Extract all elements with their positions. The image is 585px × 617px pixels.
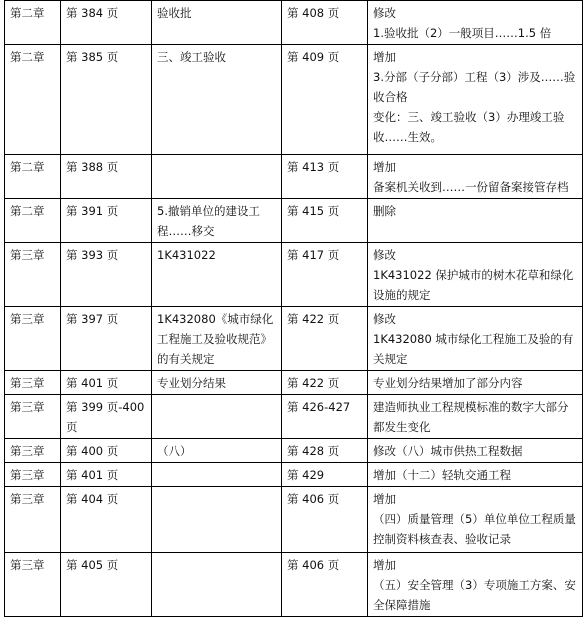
change-line: 增加: [373, 160, 396, 174]
chapter-cell: 第三章: [5, 395, 61, 439]
change-line: 1K432080 城市绿化工程施工及验的有关规定: [373, 332, 574, 366]
original-content-cell: [152, 199, 282, 243]
original-page-cell: 第 401 页: [61, 371, 152, 395]
table-row: [5, 553, 583, 617]
table-row: [5, 307, 583, 371]
table-row: [5, 463, 583, 487]
change-line: 变化：三、竣工验收（3）办理竣工验收……生效。: [373, 110, 565, 144]
table-row: [5, 487, 583, 553]
new-page-cell: 第 428 页: [282, 439, 368, 463]
original-content-cell: [152, 553, 282, 617]
change-cell: [368, 45, 583, 155]
chapter-cell: 第三章: [5, 439, 61, 463]
change-cell: [368, 307, 583, 371]
change-cell: [368, 553, 583, 617]
table-row: [5, 395, 583, 439]
original-content-cell: [152, 395, 282, 439]
original-content-cell: [152, 155, 282, 199]
original-content-cell: [152, 439, 282, 463]
new-page-cell: 第 417 页: [282, 243, 368, 307]
change-cell: [368, 463, 583, 487]
errata-table-body: [5, 1, 583, 617]
original-content-cell: [152, 243, 282, 307]
change-line: （四）质量管理（5）单位单位工程质量控制资料核查表、验收记录: [373, 512, 576, 546]
change-line: 增加: [373, 558, 396, 572]
original-content-line: 1K432080《城市绿化工程施工及验收规范》的有关规定: [157, 312, 274, 366]
new-page-cell: 第 429: [282, 463, 368, 487]
new-page-cell: 第 422 页: [282, 307, 368, 371]
new-page-cell: 第 409 页: [282, 45, 368, 155]
change-line: 增加（十二）轻轨交通工程: [373, 468, 511, 482]
original-content-cell: [152, 45, 282, 155]
chapter-cell: 第三章: [5, 553, 61, 617]
chapter-cell: 第三章: [5, 307, 61, 371]
original-content-line: 专业划分结果: [157, 376, 226, 390]
change-cell: [368, 243, 583, 307]
original-page-cell: 第 405 页: [61, 553, 152, 617]
change-line: 1.验收批（2）一般项目……1.5 倍: [373, 26, 552, 40]
table-row: [5, 243, 583, 307]
change-line: 删除: [373, 204, 396, 218]
chapter-cell: 第三章: [5, 371, 61, 395]
change-line: 修改（八）城市供热工程数据: [373, 444, 523, 458]
chapter-cell: 第二章: [5, 1, 61, 45]
change-line: 增加: [373, 492, 396, 506]
change-line: 修改: [373, 312, 396, 326]
original-content-line: （八）: [157, 444, 192, 458]
change-cell: [368, 1, 583, 45]
new-page-cell: 第 426-427: [282, 395, 368, 439]
chapter-cell: 第三章: [5, 463, 61, 487]
original-content-line: 5.撤销单位的建设工程……移交: [157, 204, 260, 238]
change-cell: [368, 395, 583, 439]
original-page-cell: 第 400 页: [61, 439, 152, 463]
original-content-cell: [152, 487, 282, 553]
chapter-cell: 第二章: [5, 155, 61, 199]
change-line: 修改: [373, 6, 396, 20]
original-content-cell: [152, 1, 282, 45]
new-page-cell: 第 422 页: [282, 371, 368, 395]
table-row: [5, 45, 583, 155]
change-cell: [368, 439, 583, 463]
original-page-cell: 第 384 页: [61, 1, 152, 45]
change-cell: [368, 371, 583, 395]
change-line: （五）安全管理（3）专项施工方案、安全保障措施: [373, 578, 576, 612]
table-row: [5, 1, 583, 45]
original-page-cell: 第 404 页: [61, 487, 152, 553]
original-content-line: 验收批: [157, 6, 192, 20]
chapter-cell: 第二章: [5, 45, 61, 155]
original-content-line: 三、竣工验收: [157, 50, 226, 64]
table-row: [5, 199, 583, 243]
original-page-cell: 第 391 页: [61, 199, 152, 243]
errata-table: [4, 0, 583, 617]
new-page-cell: 第 406 页: [282, 553, 368, 617]
table-row: [5, 439, 583, 463]
change-line: 增加: [373, 50, 396, 64]
original-page-cell: 第 399 页-400 页: [61, 395, 152, 439]
change-cell: [368, 199, 583, 243]
original-content-cell: [152, 307, 282, 371]
original-content-cell: [152, 463, 282, 487]
new-page-cell: 第 406 页: [282, 487, 368, 553]
original-content-line: 1K431022: [157, 248, 216, 262]
chapter-cell: 第二章: [5, 199, 61, 243]
change-line: 建造师执业工程规模标准的数字大部分都发生变化: [373, 400, 569, 434]
original-page-cell: 第 401 页: [61, 463, 152, 487]
table-row: [5, 371, 583, 395]
original-page-cell: 第 385 页: [61, 45, 152, 155]
original-page-cell: 第 388 页: [61, 155, 152, 199]
change-line: 备案机关收到……一份留备案接管存档: [373, 180, 569, 194]
original-page-cell: 第 397 页: [61, 307, 152, 371]
new-page-cell: 第 408 页: [282, 1, 368, 45]
change-line: 修改: [373, 248, 396, 262]
original-content-cell: [152, 371, 282, 395]
chapter-cell: 第三章: [5, 243, 61, 307]
table-row: [5, 155, 583, 199]
new-page-cell: 第 415 页: [282, 199, 368, 243]
new-page-cell: 第 413 页: [282, 155, 368, 199]
original-page-cell: 第 393 页: [61, 243, 152, 307]
change-cell: [368, 487, 583, 553]
chapter-cell: 第三章: [5, 487, 61, 553]
change-line: 1K431022 保护城市的树木花草和绿化设施的规定: [373, 268, 574, 302]
change-line: 3.分部（子分部）工程（3）涉及……验收合格: [373, 70, 576, 104]
change-line: 专业划分结果增加了部分内容: [373, 376, 523, 390]
change-cell: [368, 155, 583, 199]
